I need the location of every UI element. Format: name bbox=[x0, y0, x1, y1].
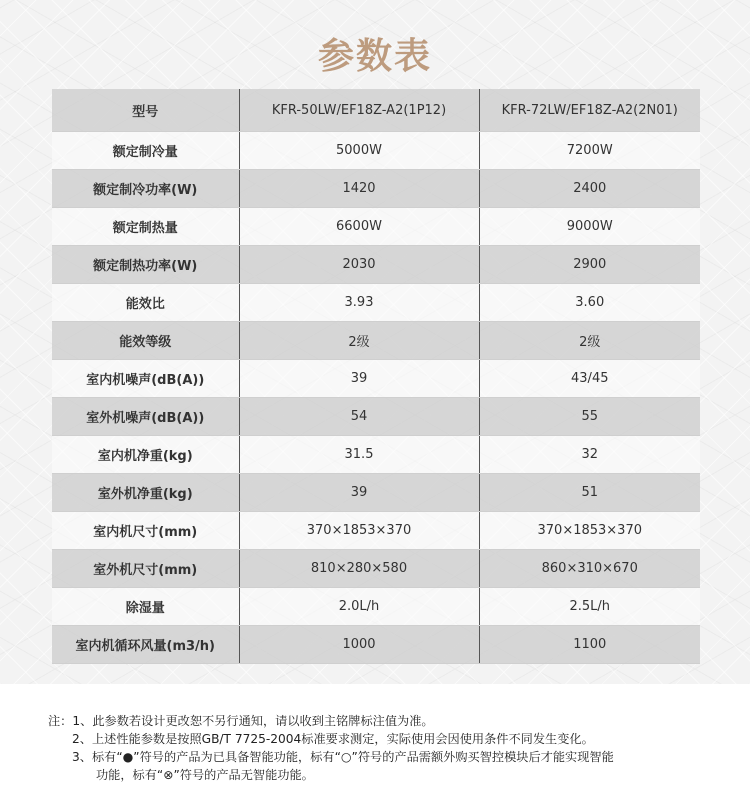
header-model-b: KFR-72LW/EF18Z-A2(2N01) bbox=[479, 89, 700, 132]
table-row bbox=[52, 360, 700, 398]
header-model-a: KFR-50LW/EF18Z-A2(1P12) bbox=[239, 89, 479, 132]
row-value-b: 2.5L/h bbox=[479, 588, 700, 626]
table-row bbox=[52, 322, 700, 360]
row-value-a: 54 bbox=[239, 398, 479, 436]
note-4: 功能，标有“⊗”符号的产品无智能功能。 bbox=[96, 768, 314, 782]
row-value-b: 2级 bbox=[479, 322, 700, 360]
row-value-a: 1000 bbox=[239, 626, 479, 664]
table-row bbox=[52, 474, 700, 512]
row-value-a: 370×1853×370 bbox=[239, 512, 479, 550]
row-label: 额定制热量 bbox=[52, 208, 239, 246]
row-value-a: 39 bbox=[239, 360, 479, 398]
row-value-b: 7200W bbox=[479, 132, 700, 170]
row-value-a: 2.0L/h bbox=[239, 588, 479, 626]
row-value-b: 2400 bbox=[479, 170, 700, 208]
row-label: 能效比 bbox=[52, 284, 239, 322]
row-value-b: 1100 bbox=[479, 626, 700, 664]
page-title: 参数表 bbox=[317, 36, 432, 77]
note-1: 注：1、此参数若设计更改恕不另行通知，请以收到主铭牌标注值为准。 bbox=[48, 714, 434, 728]
row-value-a: 3.93 bbox=[239, 284, 479, 322]
row-label: 室内机循环风量(m3/h) bbox=[52, 626, 239, 664]
row-value-b: 32 bbox=[479, 436, 700, 474]
footnotes bbox=[48, 712, 728, 784]
row-value-a: 6600W bbox=[239, 208, 479, 246]
row-label: 室内机净重(kg) bbox=[52, 436, 239, 474]
row-value-b: 370×1853×370 bbox=[479, 512, 700, 550]
row-label: 室内机尺寸(mm) bbox=[52, 512, 239, 550]
row-label: 除湿量 bbox=[52, 588, 239, 626]
table-row bbox=[52, 512, 700, 550]
row-value-a: 31.5 bbox=[239, 436, 479, 474]
row-label: 室外机噪声(dB(A)) bbox=[52, 398, 239, 436]
table-row bbox=[52, 284, 700, 322]
row-value-a: 2级 bbox=[239, 322, 479, 360]
note-3: 3、标有“●”符号的产品为已具备智能功能，标有“○”符号的产品需额外购买智控模块后才能实现智能 bbox=[72, 750, 614, 764]
row-value-b: 3.60 bbox=[479, 284, 700, 322]
table-row bbox=[52, 132, 700, 170]
row-value-b: 51 bbox=[479, 474, 700, 512]
row-value-a: 5000W bbox=[239, 132, 479, 170]
row-value-b: 860×310×670 bbox=[479, 550, 700, 588]
table-row bbox=[52, 550, 700, 588]
row-value-b: 55 bbox=[479, 398, 700, 436]
table-header-row bbox=[52, 89, 700, 132]
table-row bbox=[52, 208, 700, 246]
row-value-b: 2900 bbox=[479, 246, 700, 284]
header-model-label: 型号 bbox=[52, 89, 239, 132]
row-label: 额定制冷功率(W) bbox=[52, 170, 239, 208]
note-2: 2、上述性能参数是按照GB/T 7725-2004标准要求测定，实际使用会因使用条件不同发生变化。 bbox=[72, 732, 594, 746]
row-value-b: 43/45 bbox=[479, 360, 700, 398]
table-row bbox=[52, 436, 700, 474]
table-row bbox=[52, 170, 700, 208]
table-row bbox=[52, 626, 700, 664]
row-value-b: 9000W bbox=[479, 208, 700, 246]
table-row bbox=[52, 588, 700, 626]
row-label: 额定制热功率(W) bbox=[52, 246, 239, 284]
table-row bbox=[52, 398, 700, 436]
row-label: 室外机尺寸(mm) bbox=[52, 550, 239, 588]
spec-table bbox=[52, 89, 700, 664]
row-value-a: 810×280×580 bbox=[239, 550, 479, 588]
row-value-a: 1420 bbox=[239, 170, 479, 208]
row-label: 能效等级 bbox=[52, 322, 239, 360]
row-value-a: 39 bbox=[239, 474, 479, 512]
row-label: 室内机噪声(dB(A)) bbox=[52, 360, 239, 398]
row-label: 室外机净重(kg) bbox=[52, 474, 239, 512]
row-value-a: 2030 bbox=[239, 246, 479, 284]
table-row bbox=[52, 246, 700, 284]
row-label: 额定制冷量 bbox=[52, 132, 239, 170]
